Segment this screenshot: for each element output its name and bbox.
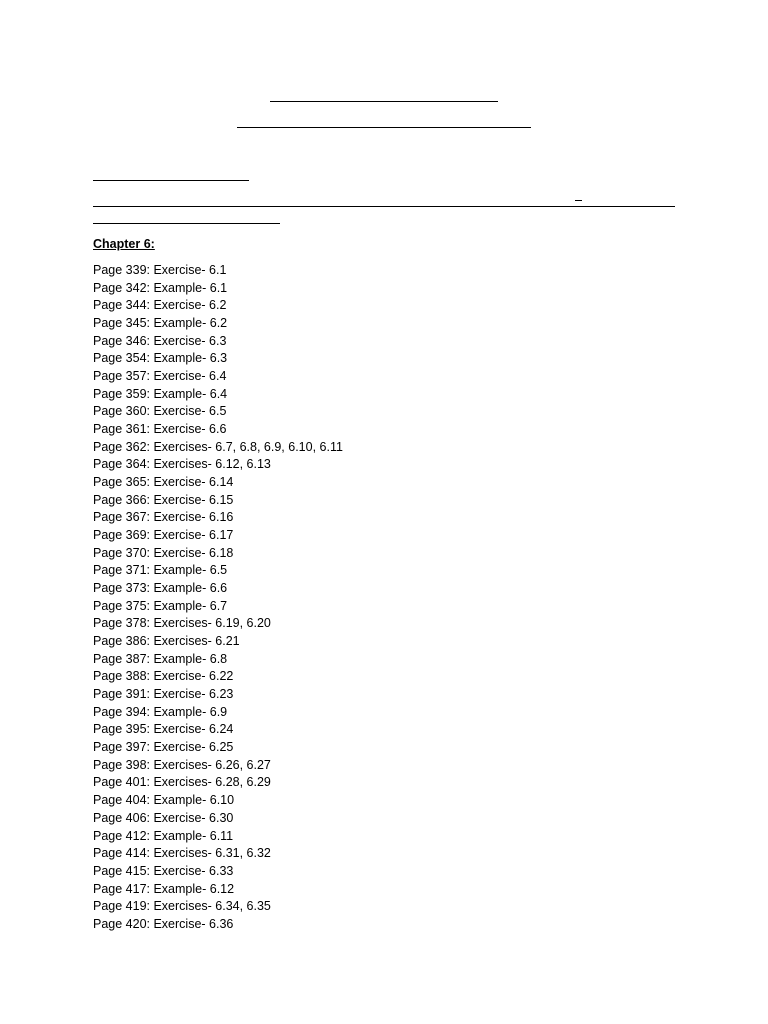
list-item: Page 367: Exercise- 6.16: [93, 510, 234, 525]
list-item: Page 357: Exercise- 6.4: [93, 369, 227, 384]
list-item: Page 420: Exercise- 6.36: [93, 916, 234, 931]
list-item: Page 371: Example- 6.5: [93, 563, 228, 578]
list-item: Page 339: Exercise- 6.1: [93, 263, 227, 277]
dash-mark: [575, 200, 582, 201]
subtitle-rule: [237, 127, 531, 128]
list-item: Page 373: Example- 6.6: [93, 581, 228, 596]
list-item: Page 417: Example- 6.12: [93, 881, 235, 896]
list-item: Page 394: Example- 6.9: [93, 704, 228, 719]
list-item: Page 386: Exercises- 6.21: [93, 634, 240, 649]
list-item: Page 345: Example- 6.2: [93, 316, 228, 331]
list-item: Page 406: Exercise- 6.30: [93, 810, 234, 825]
list-item: Page 364: Exercises- 6.12, 6.13: [93, 457, 271, 472]
list-item: Page 360: Exercise- 6.5: [93, 404, 227, 419]
list-item: Page 366: Exercise- 6.15: [93, 492, 234, 507]
list-item: Page 388: Exercise- 6.22: [93, 669, 234, 684]
list-item: Page 362: Exercises- 6.7, 6.8, 6.9, 6.10, 6.11: [93, 439, 343, 454]
list-item: Page 365: Exercise- 6.14: [93, 475, 234, 490]
list-item: Page 361: Exercise- 6.6: [93, 422, 227, 437]
list-item: Page 412: Example- 6.11: [93, 828, 234, 843]
list-item: Page 397: Exercise- 6.25: [93, 740, 234, 755]
list-item: Page 404: Example- 6.10: [93, 793, 235, 808]
list-item: Page 398: Exercises- 6.26, 6.27: [93, 757, 271, 772]
list-item: Page 419: Exercises- 6.34, 6.35: [93, 899, 271, 914]
full-width-rule: [93, 206, 675, 207]
list-item: Page 370: Exercise- 6.18: [93, 545, 234, 560]
list-item: Page 354: Example- 6.3: [93, 351, 228, 366]
list-item: Page 415: Exercise- 6.33: [93, 863, 234, 878]
list-item: Page 387: Example- 6.8: [93, 651, 228, 666]
list-item: Page 369: Exercise- 6.17: [93, 528, 234, 543]
continuation-rule: [93, 223, 280, 224]
short-underline-rule: [93, 180, 249, 181]
title-rule: [270, 101, 498, 102]
list-item: Page 344: Exercise- 6.2: [93, 298, 227, 313]
list-item: Page 378: Exercises- 6.19, 6.20: [93, 616, 271, 631]
list-item: Page 346: Exercise- 6.3: [93, 333, 227, 348]
list-item: Page 342: Example- 6.1: [93, 280, 228, 295]
chapter-heading: Chapter 6:: [93, 237, 155, 251]
list-item: Page 391: Exercise- 6.23: [93, 687, 234, 702]
list-item: Page 375: Example- 6.7: [93, 598, 228, 613]
list-item: Page 414: Exercises- 6.31, 6.32: [93, 846, 271, 861]
list-item: Page 359: Example- 6.4: [93, 386, 228, 401]
list-item: Page 395: Exercise- 6.24: [93, 722, 234, 737]
entry-list: [93, 262, 343, 934]
list-item: Page 401: Exercises- 6.28, 6.29: [93, 775, 271, 790]
